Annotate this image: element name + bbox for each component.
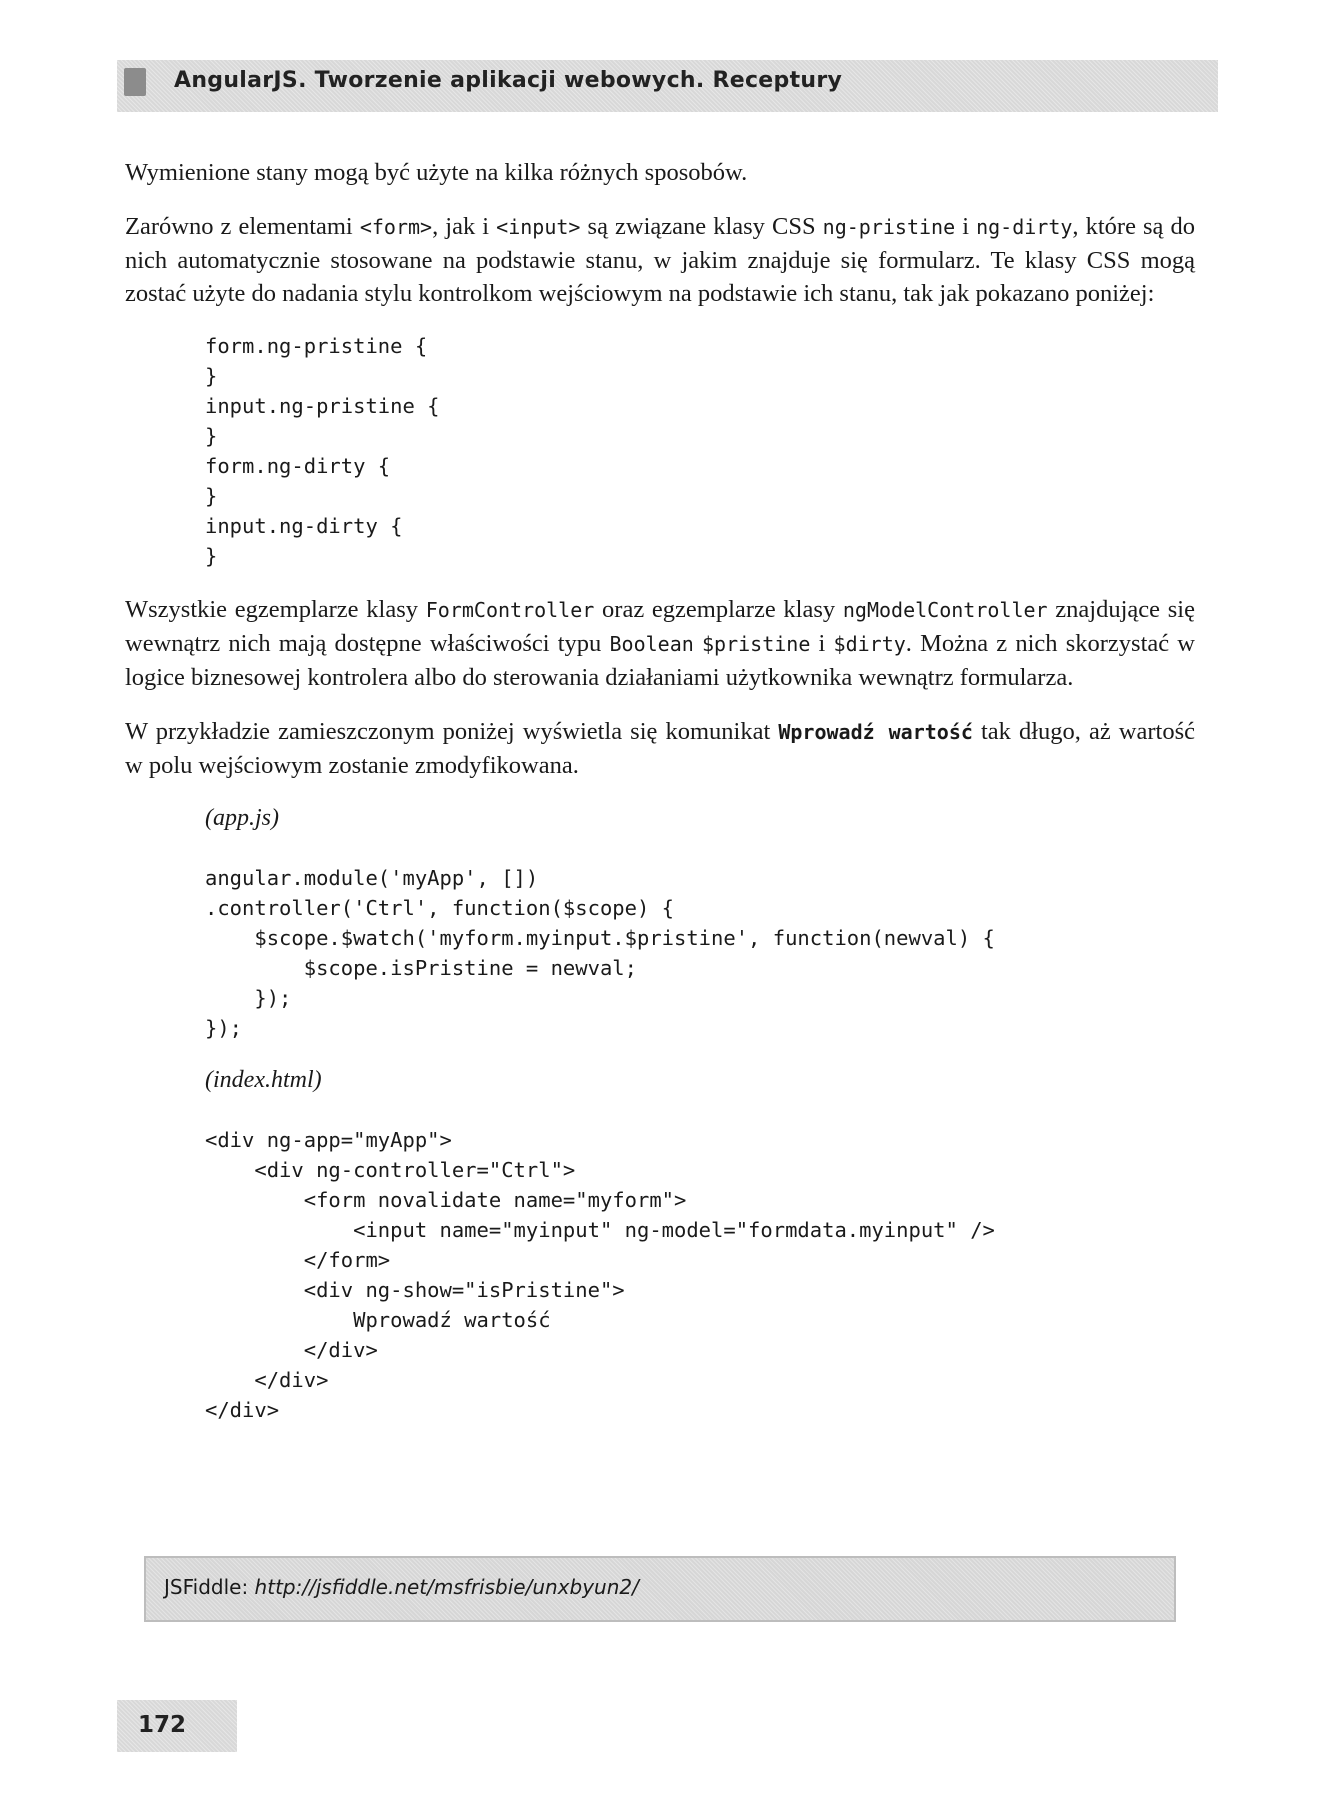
paragraph-example <box>125 715 1195 782</box>
file-label-index-html: (index.html) <box>205 1067 322 1093</box>
text: znajdujące się wewnątrz nich mają dostępne właściwości typu <box>125 596 1195 657</box>
inline-code: <form> <box>359 215 433 239</box>
code-block-css: form.ng-pristine { } input.ng-pristine { } form.ng-dirty { } input.ng-dirty { } <box>205 334 440 568</box>
paragraph-intro: Wymienione stany mogą być użyte na kilka różnych sposobów. <box>125 159 748 186</box>
text <box>694 630 702 657</box>
inline-code: ngModelController <box>842 598 1048 622</box>
text: , które są do nich automatycznie stosowane na podstawie stanu, w jakim znajduje się formularz. Te klasy CSS mogą zostać użyte do nadania stylu kontrolkom wejściowym na podstawie ich stanu, tak jak pokazano poniżej: <box>125 213 1195 307</box>
jsfiddle-box <box>144 1556 1176 1622</box>
text: tak długo, aż wartość w polu wejściowym zostanie zmodyfikowana. <box>125 718 1196 779</box>
inline-bold-code: Wprowadź wartość <box>778 720 973 744</box>
running-header <box>117 60 1218 112</box>
paragraph-css-classes <box>125 210 1195 310</box>
inline-code: Boolean <box>609 632 694 656</box>
header-marker <box>124 68 146 96</box>
page-number-box <box>117 1700 237 1752</box>
code-block-index-html: <div ng-app="myApp"> <div ng-controller="Ctrl"> <form novalidate name="myform"> <input name="myinput" ng-model="formdata.myinput" /> </form> <div ng-show="isPristine"> Wprowadź wartość </div> </div> </div> <box>205 1128 995 1422</box>
jsfiddle-line <box>164 1575 639 1599</box>
page-number: 172 <box>138 1712 187 1738</box>
file-label-app-js: (app.js) <box>205 805 279 831</box>
text: . Można z nich skorzystać w logice biznesowej kontrolera albo do sterowania działaniami użytkownika wewnątrz formularza. <box>125 630 1195 691</box>
text: są związane klasy CSS <box>580 213 823 240</box>
text: W przykładzie zamieszczonym poniżej wyświetla się komunikat <box>125 718 779 745</box>
inline-code: ng-pristine <box>822 215 956 239</box>
text: i <box>810 630 834 657</box>
paragraph-controllers <box>125 593 1195 694</box>
inline-code: $dirty <box>833 632 906 656</box>
page-content <box>125 156 1195 1447</box>
inline-code: FormController <box>425 598 595 622</box>
code-block-app-js: angular.module('myApp', []) .controller('Ctrl', function($scope) { $scope.$watch('myform.myinput.$pristine', function(newval) { $scope.isPristine = newval; }); }); <box>205 866 995 1040</box>
text: oraz egzemplarze klasy <box>594 596 843 623</box>
text: , jak i <box>432 213 497 240</box>
jsfiddle-link[interactable]: http://jsfiddle.net/msfrisbie/unxbyun2/ <box>254 1575 639 1599</box>
jsfiddle-label: JSFiddle: <box>164 1575 255 1599</box>
inline-code: <input> <box>496 215 581 239</box>
inline-code: ng-dirty <box>976 215 1073 239</box>
text: i <box>955 213 977 240</box>
book-title: AngularJS. Tworzenie aplikacji webowych. Receptury <box>174 68 843 93</box>
inline-code: $pristine <box>701 632 811 656</box>
text: Zarówno z elementami <box>125 213 360 240</box>
text: Wszystkie egzemplarze klasy <box>125 596 426 623</box>
